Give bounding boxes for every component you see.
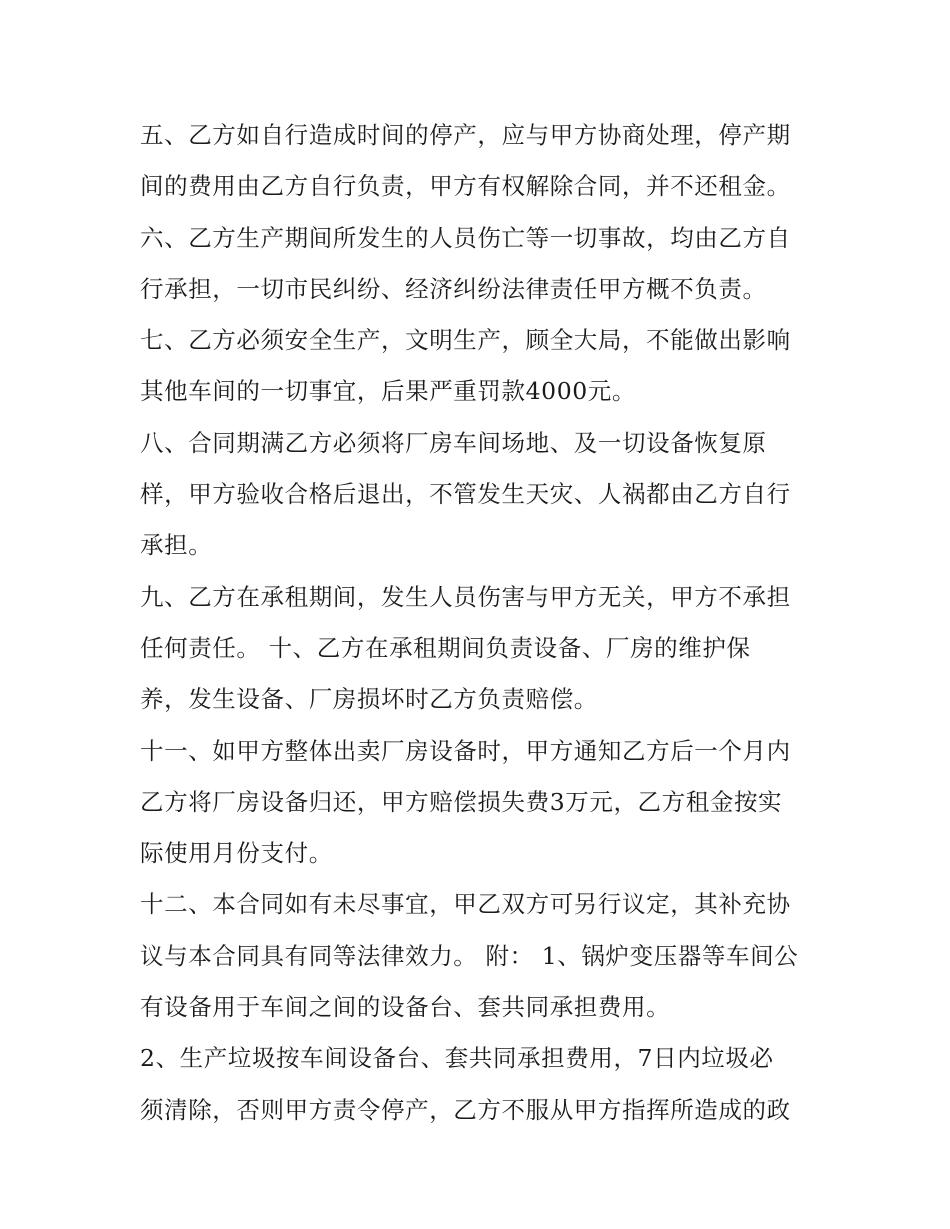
text-line: 九、乙方在承租期间，发生人员伤害与甲方无关，甲方不承担 (140, 582, 791, 611)
text-line: 六、乙方生产期间所发生的人员伤亡等一切事故，均由乙方自 (140, 223, 791, 252)
text-line: 行承担，一切市民纠纷、经济纠纷法律责任甲方概不负责。 (140, 274, 767, 303)
text-line: 有设备用于车间之间的设备台、套共同承担费用。 (140, 993, 671, 1022)
text-line: 其他车间的一切事宜，后果严重罚款4000元。 (140, 377, 637, 406)
text-line: 须清除，否则甲方责令停产，乙方不服从甲方指挥所造成的政 (140, 1095, 791, 1124)
text-line: 八、合同期满乙方必须将厂房车间场地、及一切设备恢复原 (140, 428, 767, 457)
text-line: 际使用月份支付。 (140, 839, 333, 868)
text-line: 五、乙方如自行造成时间的停产，应与甲方协商处理，停产期 (140, 121, 791, 149)
text-line: 承担。 (140, 531, 213, 560)
text-line: 间的费用由乙方自行负责，甲方有权解除合同，并不还租金。 (140, 172, 791, 201)
text-line: 十二、本合同如有未尽事宜，甲乙双方可另行议定，其补充协 (140, 890, 791, 919)
text-line: 样，甲方验收合格后退出，不管发生天灾、人祸都由乙方自行 (140, 480, 791, 509)
text-line: 养，发生设备、厂房损坏时乙方负责赔偿。 (140, 685, 598, 714)
text-line: 任何责任。 十、乙方在承租期间负责设备、厂房的维护保 (140, 633, 751, 662)
text-line: 七、乙方必须安全生产，文明生产，顾全大局，不能做出影响 (140, 326, 791, 355)
text-line: 2、生产垃圾按车间设备台、套共同承担费用，7日内垃圾必 (140, 1044, 774, 1073)
text-line: 十一、如甲方整体出卖厂房设备时，甲方通知乙方后一个月内 (140, 736, 791, 765)
text-line: 议与本合同具有同等法律效力。 附： 1、锅炉变压器等车间公 (140, 941, 799, 970)
text-line: 乙方将厂房设备归还，甲方赔偿损失费3万元，乙方租金按实 (140, 787, 783, 816)
document-body (140, 110, 820, 1136)
